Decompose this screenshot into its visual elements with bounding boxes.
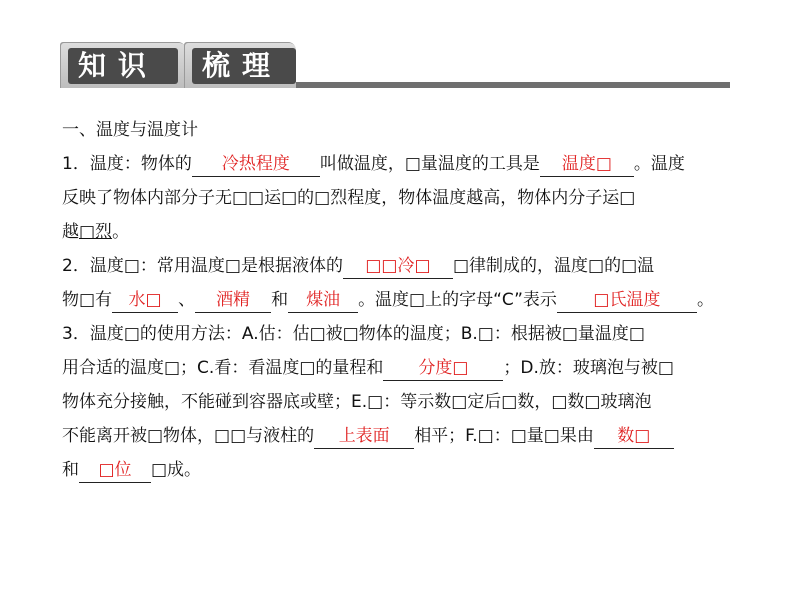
- p3-answer-3: 数□: [617, 426, 651, 446]
- p1-answer-1: 冷热程度: [221, 154, 290, 174]
- p1-blank-1: [192, 152, 320, 177]
- p2-text-a: 2．温度□：常用温度□是根据液体的: [62, 256, 343, 276]
- p2-text-c: 物□有: [62, 290, 113, 310]
- p3-line3: 物体充分接触，不能碰到容器底或壁；E.□：等示数□定后□数，□数□玻璃泡: [62, 392, 652, 412]
- p2-answer-2: 水□: [128, 290, 162, 310]
- p3-line1: 3．温度□的使用方法：A.估：估□被□物体的温度；B.□：根据被□量温度□: [62, 324, 645, 344]
- p3-line4: [62, 419, 762, 453]
- header-rule: [296, 82, 730, 88]
- content-body: [62, 113, 762, 487]
- p1-line3-suffix: 。: [112, 222, 130, 242]
- p2-answer-4: 煤油: [306, 290, 341, 310]
- p1-line3-prefix: 越: [62, 222, 79, 242]
- p3-blank-2: [314, 424, 414, 449]
- p3-line2a: 用合适的温度□；C.看：看温度□的量程和: [62, 358, 384, 378]
- p1-line2: 反映了物体内部分子无□□运□的□烈程度，物体温度越高，物体内分子运□: [62, 188, 636, 208]
- p3-line5a: 和: [62, 460, 79, 480]
- p2-text-d: 、: [178, 290, 196, 310]
- p3-line4a: 不能离开被□物体，□□与液柱的: [62, 426, 315, 446]
- p2-blank-1: [343, 254, 453, 279]
- p3-line2: [62, 351, 762, 385]
- p3-blank-3: [594, 424, 674, 449]
- p2-blank-2: [112, 288, 178, 313]
- p3-line5: [62, 453, 762, 487]
- p3-line2b: ；D.放：玻璃泡与被□: [503, 358, 674, 378]
- p2-text-f: 。温度□上的字母“C”表示: [358, 290, 557, 310]
- p2-text-g: 。: [696, 290, 714, 310]
- p3-line4b: 相平；F.□：□量□果由: [414, 426, 594, 446]
- p2-blank-4: [288, 288, 358, 313]
- p2-blank-3: [195, 288, 271, 313]
- p2-blank-5: [557, 288, 697, 313]
- p1-text-a: 1．温度：物体的: [62, 154, 192, 174]
- p3-line5b: □成。: [151, 460, 202, 480]
- p1-line1: [62, 147, 762, 181]
- p3-answer-4: □位: [98, 460, 132, 480]
- header-tab-summary: 梳理: [192, 48, 296, 84]
- p2-answer-1: □□冷□: [365, 256, 431, 276]
- p2-line1: [62, 249, 762, 283]
- p1-blank-2: [540, 152, 634, 177]
- p3-answer-1: 分度□: [418, 358, 469, 378]
- p2-text-b: □律制成的，温度□的□温: [452, 256, 655, 276]
- p3-blank-1: [383, 356, 503, 381]
- p2-answer-3: 酒精: [216, 290, 251, 310]
- p3-answer-2: 上表面: [338, 426, 390, 446]
- p1-line3: [62, 215, 762, 249]
- p1-answer-2: 温度□: [561, 154, 612, 174]
- section-title: 一、温度与温度计: [62, 120, 198, 140]
- p2-line2: [62, 283, 762, 317]
- p2-text-e: 和: [271, 290, 289, 310]
- p1-text-c: 。温度: [633, 154, 685, 174]
- p3-blank-4: [79, 458, 151, 483]
- p1-text-b: 叫做温度，□量温度的工具是: [319, 154, 540, 174]
- p1-line3-underlined: □烈: [79, 222, 113, 242]
- p2-answer-5: □氏温度: [593, 290, 661, 310]
- header-tab-knowledge: 知识: [68, 48, 178, 84]
- section-header: [60, 42, 730, 90]
